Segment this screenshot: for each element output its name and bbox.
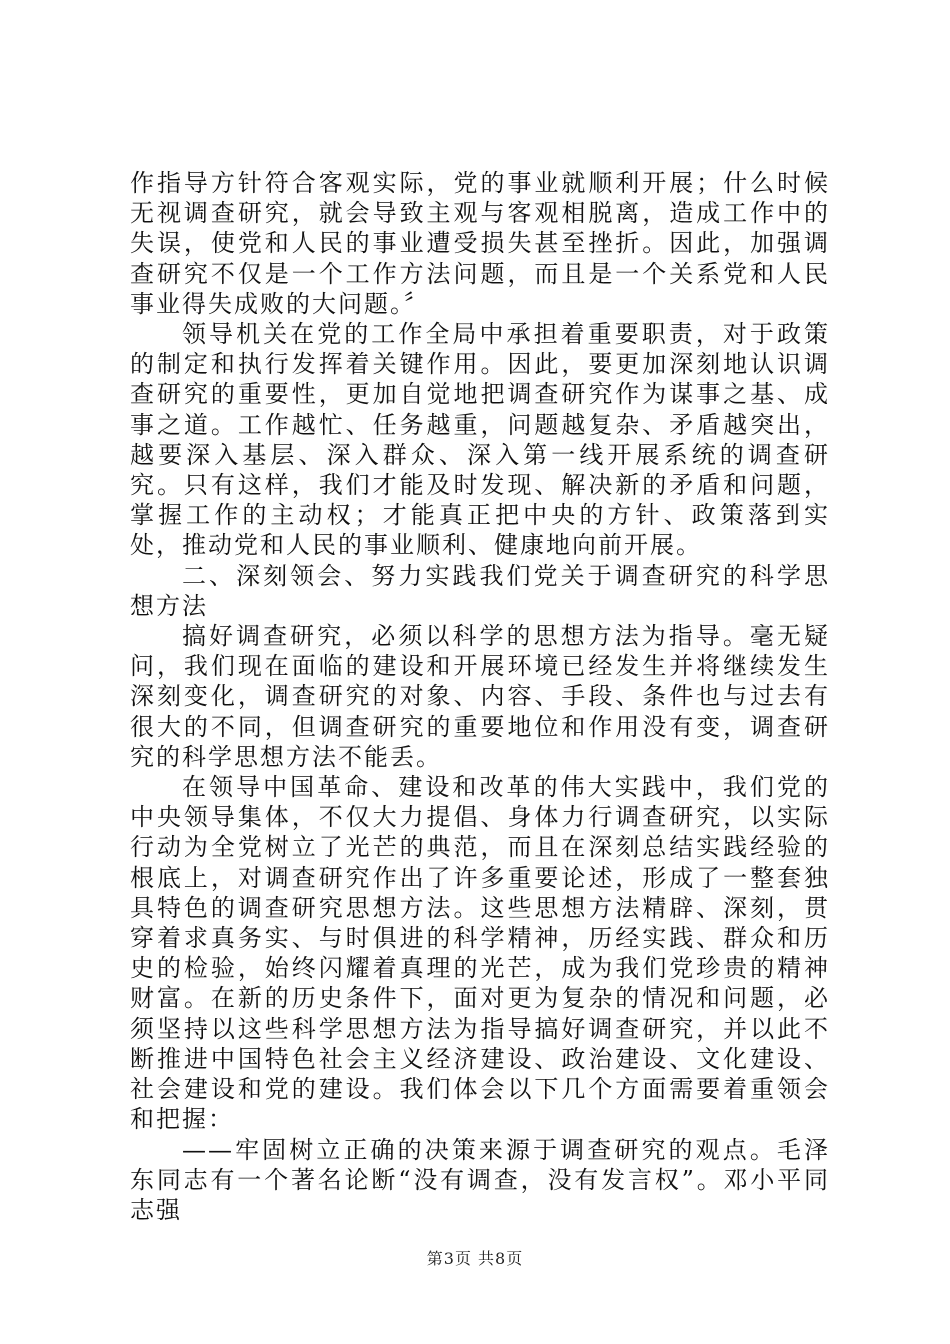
paragraph-scientific-method: 搞好调查研究，必须以科学的思想方法为指导。毫无疑问，我们现在面临的建设和开展环境已经发生并将继续发生深刻变化，调查研究的对象、内容、手段、条件也与过去有很大的不同，但调查研究的重要地位和作用没有变，调查研究的科学思想方法不能丢。 bbox=[130, 622, 830, 771]
paragraph-decision-viewpoint: ——牢固树立正确的决策来源于调查研究的观点。毛泽东同志有一个著名论断“没有调查，没有发言权”。邓小平同志强 bbox=[130, 1135, 830, 1224]
page-footer: 第3页 共8页 bbox=[426, 1249, 524, 1268]
paragraph-revolution-practice: 在领导中国革命、建设和改革的伟大实践中，我们党的中央领导集体，不仅大力提倡、身体力行调查研究，以实际行动为全党树立了光芒的典范，而且在深刻总结实践经验的根底上，对调查研究作出了许多重要论述，形成了一整套独具特色的调查研究思想方法。这些思想方法精辟、深刻，贯穿着求真务实、与时俱进的科学精神，历经实践、群众和历史的检验，始终闪耀着真理的光芒，成为我们党珍贵的精神财富。在新的历史条件下，面对更为复杂的情况和问题，必须坚持以这些科学思想方法为指导搞好调查研究，并以此不断推进中国特色社会主义经济建设、政治建设、文化建设、社会建设和党的建设。我们体会以下几个方面需要着重领会和把握： bbox=[130, 773, 830, 1134]
paragraph-leadership-organs: 领导机关在党的工作全局中承担着重要职责，对于政策的制定和执行发挥着关键作用。因此，要更加深刻地认识调查研究的重要性，更加自觉地把调查研究作为谋事之基、成事之道。工作越忙、任务越重，问题越复杂、矛盾越突出，越要深入基层、深入群众、深入第一线开展系统的调查研究。只有这样，我们才能及时发现、解决新的矛盾和问题，掌握工作的主动权；才能真正把中央的方针、政策落到实处，推动党和人民的事业顺利、健康地向前开展。 bbox=[130, 320, 830, 560]
document-body bbox=[130, 168, 830, 1225]
section-heading-2: 二、深刻领会、努力实践我们党关于调查研究的科学思想方法 bbox=[130, 561, 830, 620]
paragraph-continuation: 作指导方针符合客观实际，党的事业就顺利开展；什么时候无视调查研究，就会导致主观与客观相脱离，造成工作中的失误，使党和人民的事业遭受损失甚至挫折。因此，加强调查研究不仅是一个工作方法问题，而且是一个关系党和人民事业得失成败的大问题。〞 bbox=[130, 169, 830, 318]
